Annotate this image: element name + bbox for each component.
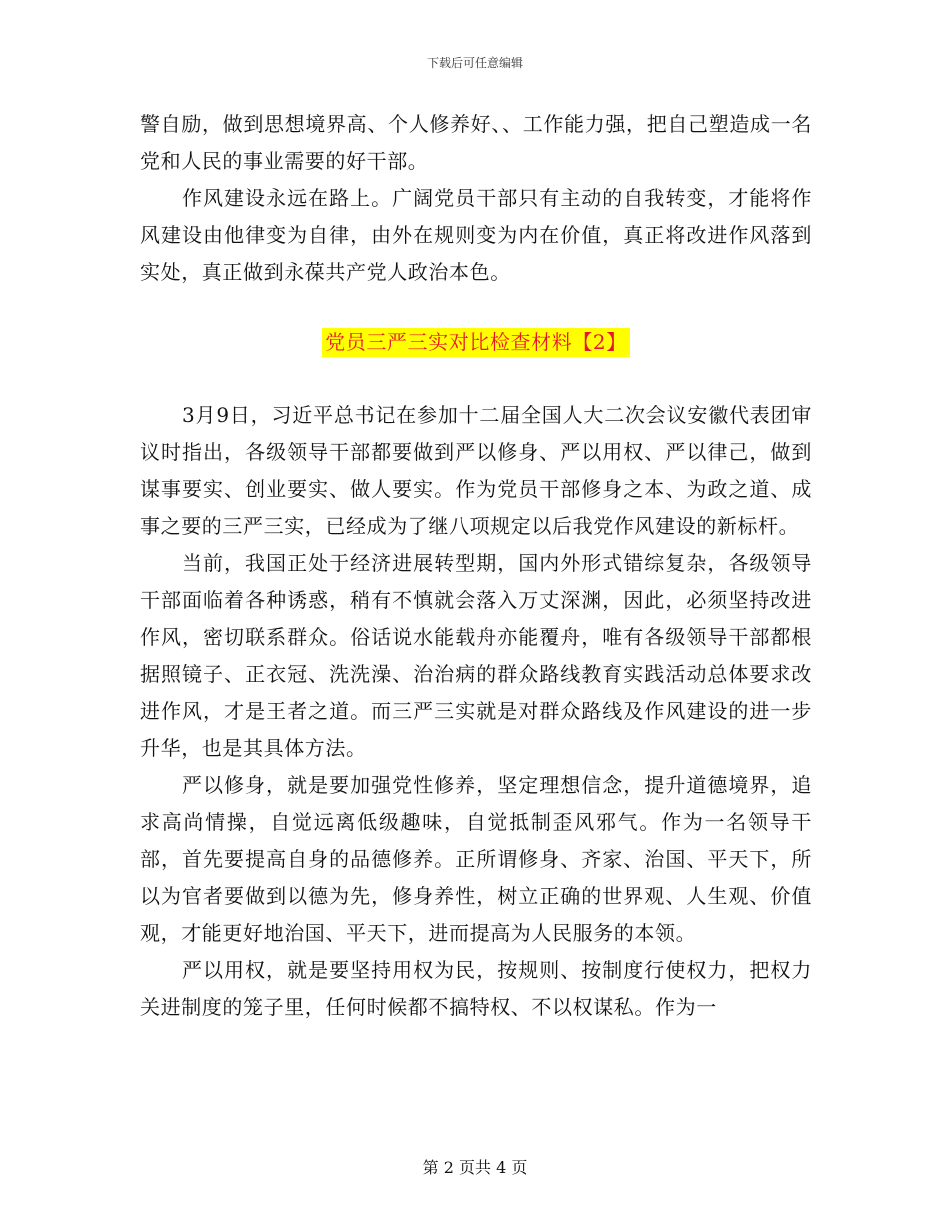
section-title-wrap bbox=[140, 325, 812, 362]
section-title: 党员三严三实对比检查材料【2】 bbox=[322, 328, 630, 357]
document-body bbox=[140, 106, 812, 1026]
body-paragraph: 当前，我国正处于经济进展转型期，国内外形式错综复杂，各级领导干部面临着各种诱惑，稍有不慎就会落入万丈深渊，因此，必须坚持改进作风，密切联系群众。俗话说水能载舟亦能覆舟，唯有各级领导干部都根据照镜子、正衣冠、洗洗澡、治治病的群众路线教育实践活动总体要求改进作风，才是王者之道。而三严三实就是对群众路线及作风建设的进一步升华，也是其具体方法。 bbox=[140, 551, 812, 760]
page-number: 第 2 页共 4 页 bbox=[422, 1158, 528, 1177]
page-header-note: 下载后可任意编辑 bbox=[426, 56, 523, 70]
body-paragraph: 3月9日，习近平总书记在参加十二届全国人大二次会议安徽代表团审议时指出，各级领导干部都要做到严以修身、严以用权、严以律己，做到谋事要实、创业要实、做人要实。作为党员干部修身之本、为政之道、成事之要的三严三实，已经成为了继八项规定以后我党作风建设的新标杆。 bbox=[140, 403, 812, 538]
body-paragraph: 严以修身，就是要加强党性修养，坚定理想信念，提升道德境界，追求高尚情操，自觉远离低级趣味，自觉抵制歪风邪气。作为一名领导干部，首先要提高自身的品德修养。正所谓修身、齐家、治国、平天下，所以为官者要做到以德为先，修身养性，树立正确的世界观、人生观、价值观，才能更好地治国、平天下，进而提高为人民服务的本领。 bbox=[140, 773, 812, 945]
body-paragraph: 警自励，做到思想境界高、个人修养好、、工作能力强，把自己塑造成一名党和人民的事业需要的好干部。 bbox=[140, 112, 812, 173]
body-paragraph: 严以用权，就是要坚持用权为民，按规则、按制度行使权力，把权力关进制度的笼子里，任何时候都不搞特权、不以权谋私。作为一 bbox=[140, 958, 812, 1019]
body-paragraph: 作风建设永远在路上。广阔党员干部只有主动的自我转变，才能将作风建设由他律变为自律，由外在规则变为内在价值，真正将改进作风落到实处，真正做到永葆共产党人政治本色。 bbox=[140, 186, 812, 284]
